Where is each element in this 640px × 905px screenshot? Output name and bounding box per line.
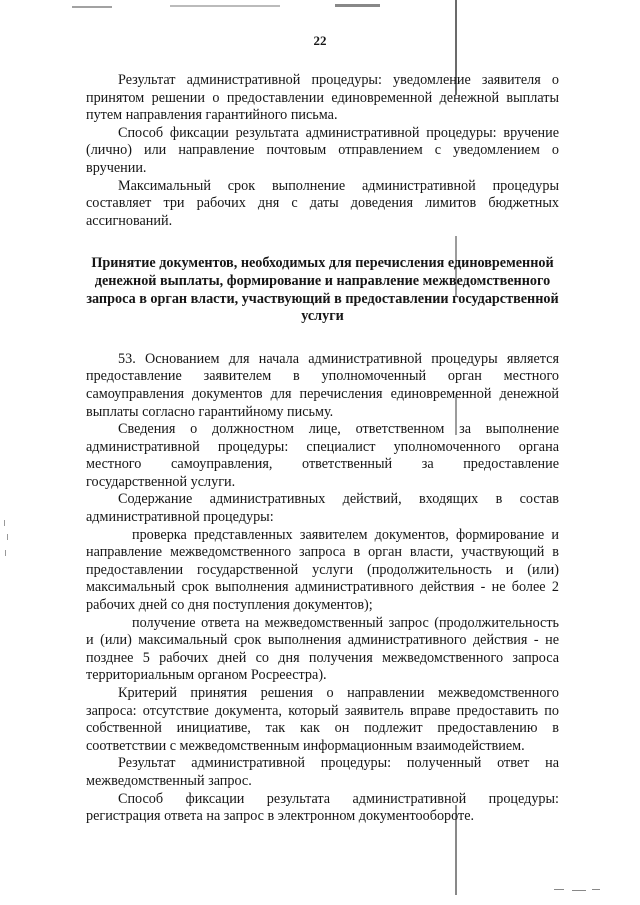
list-item-document-check: проверка представленных заявителем документов, формирование и направление межведомственного запроса в орган власти, участвующий в предоставлении государственной услуги (продолжительность и (или) максимальный срок выполнения административного действия - не более 2 рабочих дней со дня поступления документов); <box>86 526 559 614</box>
scan-footer-specks <box>554 887 604 893</box>
paragraph-result-fixation: Способ фиксации результата административной процедуры: регистрация ответа на запрос в электронном документообороте. <box>86 790 559 825</box>
scan-artifact-top <box>0 0 640 14</box>
paragraph-result: Результат административной процедуры: уведомление заявителя о принятом решении о предоставлении единовременной денежной выплаты путем направления гарантийного письма. <box>86 72 559 124</box>
paragraph-decision-criterion: Критерий принятия решения о направлении межведомственного запроса: отсутствие документа, который заявитель вправе предоставить по собственной инициативе, так как он подлежит предоставлению в соответствии с межведомственным информационным взаимодействием. <box>86 685 559 754</box>
paragraph-53-basis: 53. Основанием для начала административной процедуры является предоставление заявителем в уполномоченный орган местного самоуправления документов для перечисления единовременной денежной выплаты согласно гарантийному письму. <box>86 350 559 420</box>
paragraph-responsible-official: Сведения о должностном лице, ответственном за выполнение административной процедуры: специалист уполномоченного органа местного самоуправления, ответственный за предоставление государственной услуги. <box>86 421 559 490</box>
page-number: 22 <box>313 33 327 48</box>
scan-margin-specks <box>4 520 12 560</box>
paragraph-max-term: Максимальный срок выполнение административной процедуры составляет три рабочих дня с даты доведения лимитов бюджетных ассигнований. <box>86 177 559 229</box>
list-item-response-receipt: получение ответа на межведомственный запрос (продолжительность и (или) максимальный срок выполнения административного действия - не позднее 5 рабочих дней со дня получения межведомственного запроса территориальным органом Росреестра). <box>86 614 559 684</box>
paragraph-procedure-result: Результат административной процедуры: полученный ответ на межведомственный запрос. <box>86 755 559 789</box>
paragraph-actions-content: Содержание административных действий, входящих в состав административной процедуры: <box>86 491 559 526</box>
paragraph-fixation-method: Способ фиксации результата административной процедуры: вручение (лично) или направление почтовым отправлением с уведомлением о вручении. <box>86 124 559 176</box>
section-heading: Принятие документов, необходимых для перечисления единовременной денежной выплаты, формирование и направление межведомственного запроса в орган власти, участвующий в предоставлении государственной услуги <box>86 255 559 325</box>
document-body <box>86 72 559 826</box>
